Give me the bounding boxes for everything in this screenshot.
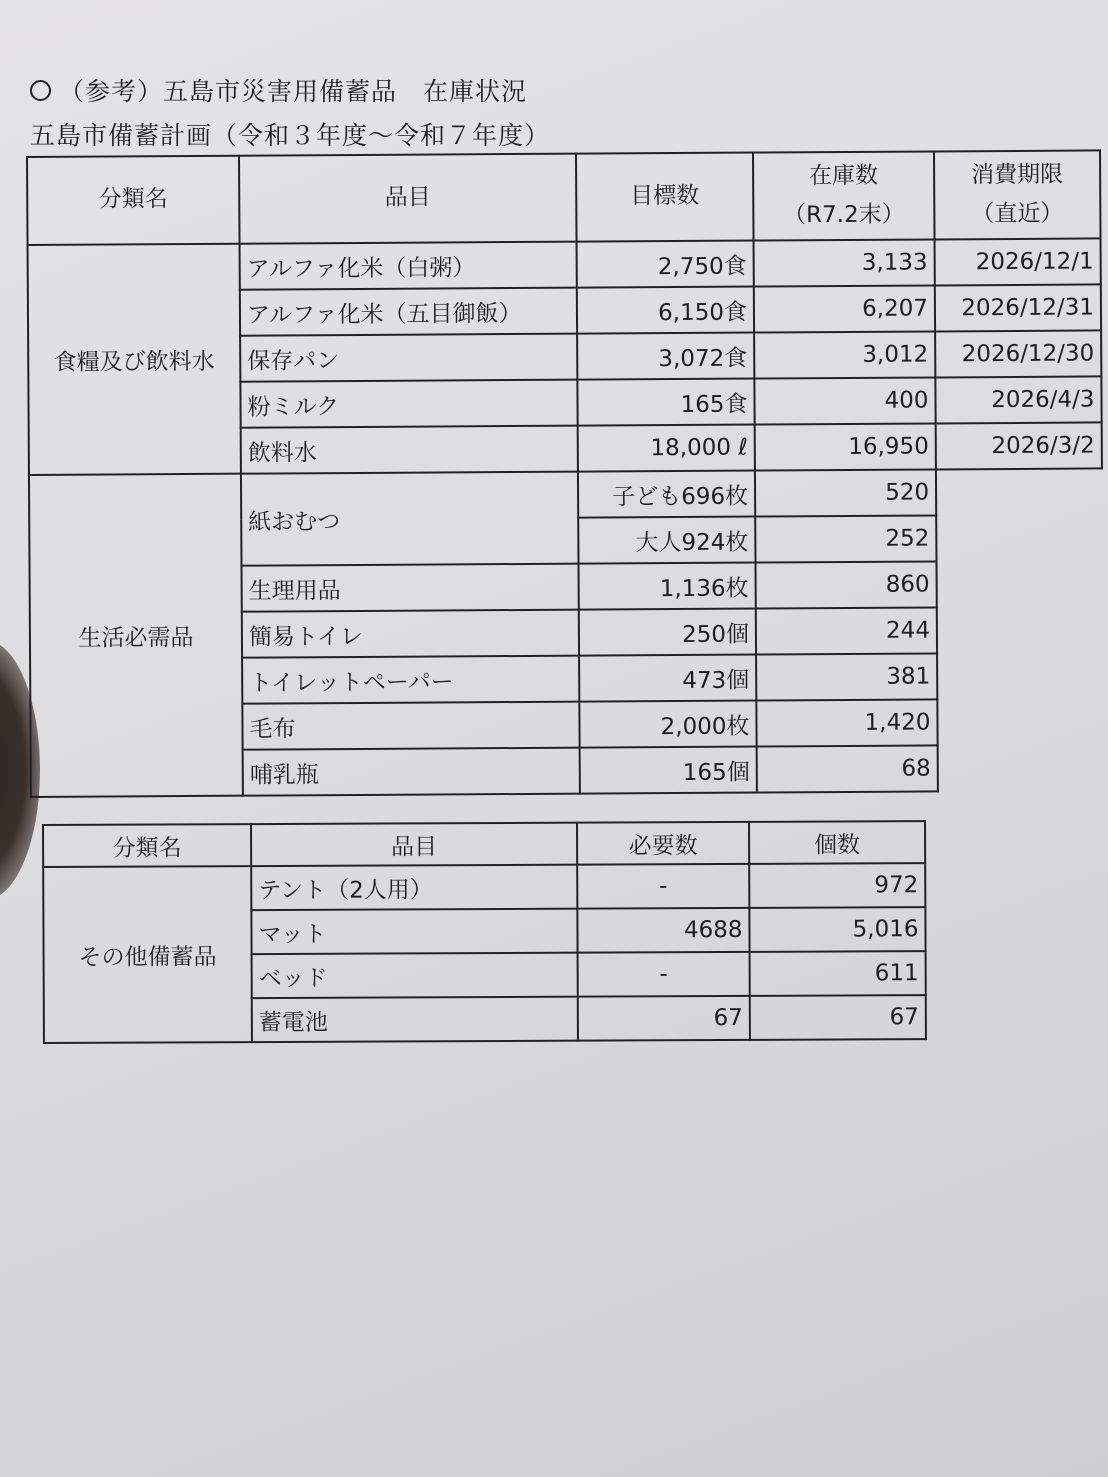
required-cell: 4688 bbox=[577, 908, 749, 953]
item-cell: 飲料水 bbox=[241, 426, 578, 474]
header-required: 必要数 bbox=[577, 822, 749, 865]
stock-cell: 6,207 bbox=[754, 285, 935, 332]
target-cell: 18,000 ℓ bbox=[578, 425, 755, 472]
stockpile-table bbox=[26, 149, 1105, 798]
item-cell: 保存パン bbox=[240, 334, 577, 382]
required-cell: - bbox=[578, 952, 750, 997]
header-stock: 在庫数 （R7.2末） bbox=[753, 151, 935, 240]
document-title: （参考）五島市災害用備蓄品 在庫状況 bbox=[30, 72, 527, 108]
stock-cell: 860 bbox=[755, 561, 936, 608]
header-item: 品目 bbox=[251, 823, 577, 866]
target-cell: 2,000枚 bbox=[579, 701, 756, 748]
target-cell: 165個 bbox=[580, 747, 757, 794]
stock-cell: 252 bbox=[755, 515, 936, 562]
target-cell: 3,072食 bbox=[577, 333, 754, 380]
count-cell: 611 bbox=[750, 951, 926, 996]
category-living: 生活必需品 bbox=[29, 474, 243, 797]
item-cell: 生理用品 bbox=[242, 564, 579, 612]
table-header-row bbox=[27, 150, 1101, 245]
table-row bbox=[43, 863, 925, 911]
item-cell: トイレットペーパー bbox=[242, 656, 579, 704]
item-cell: マット bbox=[251, 909, 577, 954]
count-cell: 5,016 bbox=[749, 907, 925, 952]
header-item: 品目 bbox=[239, 154, 577, 244]
circle-bullet-icon bbox=[30, 80, 51, 101]
item-cell: ベッド bbox=[252, 953, 578, 998]
target-cell: 6,150食 bbox=[577, 287, 754, 334]
expiry-cell: 2026/4/3 bbox=[935, 376, 1101, 423]
category-other: その他備蓄品 bbox=[43, 866, 252, 1043]
target-cell: 165食 bbox=[577, 379, 754, 426]
item-cell: 粉ミルク bbox=[240, 380, 577, 428]
expiry-cell: 2026/12/31 bbox=[935, 284, 1101, 331]
table-row bbox=[29, 468, 1102, 521]
stock-cell: 520 bbox=[755, 469, 936, 516]
stock-cell: 68 bbox=[757, 745, 938, 792]
header-category: 分類名 bbox=[27, 156, 240, 245]
item-cell: 蓄電池 bbox=[252, 997, 578, 1042]
item-cell: 哺乳瓶 bbox=[243, 748, 580, 796]
header-expiry: 消費期限 （直近） bbox=[934, 150, 1101, 239]
stock-cell: 400 bbox=[754, 377, 935, 424]
category-food: 食糧及び飲料水 bbox=[28, 244, 241, 475]
item-cell: アルファ化米（白粥） bbox=[240, 242, 577, 290]
other-supplies-table bbox=[42, 820, 927, 1044]
table-row bbox=[28, 238, 1101, 291]
expiry-cell: 2026/12/1 bbox=[935, 238, 1101, 285]
target-cell: 大人924枚 bbox=[578, 517, 755, 564]
count-cell: 972 bbox=[749, 863, 925, 908]
header-count: 個数 bbox=[749, 821, 925, 864]
expiry-cell: 2026/12/30 bbox=[935, 330, 1101, 377]
target-cell: 473個 bbox=[579, 655, 756, 702]
count-cell: 67 bbox=[750, 995, 926, 1040]
item-cell: アルファ化米（五目御飯） bbox=[240, 288, 577, 336]
stock-cell: 3,133 bbox=[754, 239, 935, 286]
expiry-cell: 2026/3/2 bbox=[936, 422, 1102, 469]
stock-cell: 381 bbox=[756, 653, 937, 700]
header-category: 分類名 bbox=[43, 824, 251, 867]
target-cell: 1,136枚 bbox=[579, 563, 756, 610]
item-cell: 毛布 bbox=[242, 702, 579, 750]
stock-cell: 3,012 bbox=[754, 331, 935, 378]
item-cell: 簡易トイレ bbox=[242, 610, 579, 658]
header-target: 目標数 bbox=[576, 153, 754, 242]
target-cell: 250個 bbox=[579, 609, 756, 656]
item-cell: テント（2人用） bbox=[251, 865, 577, 910]
stock-cell: 244 bbox=[756, 607, 937, 654]
item-cell: 紙おむつ bbox=[241, 472, 579, 566]
required-cell: - bbox=[577, 864, 749, 909]
target-cell: 子ども696枚 bbox=[578, 471, 755, 518]
stock-cell: 16,950 bbox=[755, 423, 936, 470]
document-subtitle: 五島市備蓄計画（令和３年度～令和７年度） bbox=[30, 121, 551, 150]
required-cell: 67 bbox=[578, 996, 750, 1041]
table-header-row bbox=[43, 821, 925, 867]
stock-cell: 1,420 bbox=[756, 699, 937, 746]
target-cell: 2,750食 bbox=[577, 241, 754, 288]
